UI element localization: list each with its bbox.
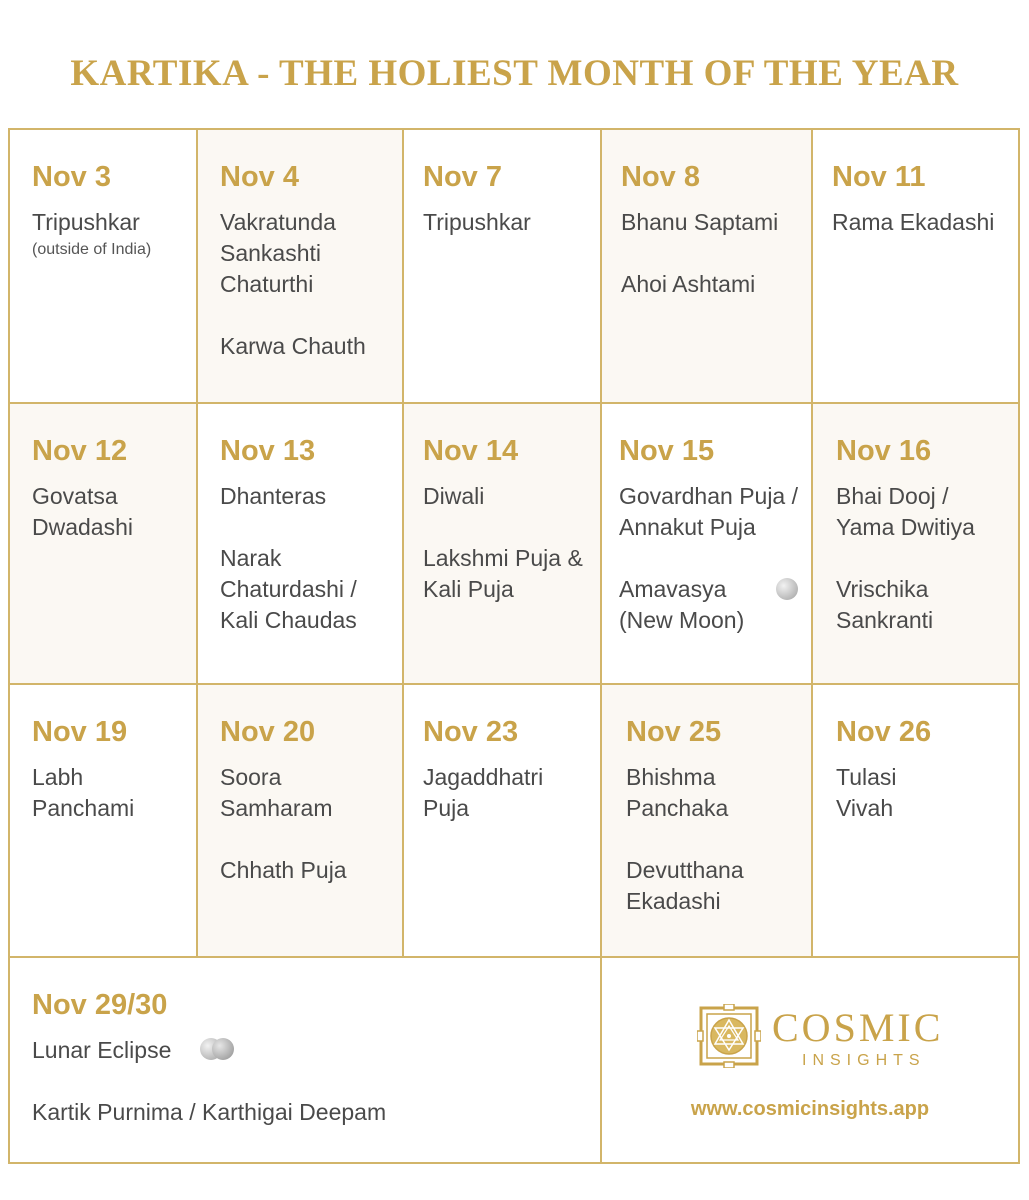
event-label: Tulasi Vivah: [836, 764, 897, 821]
calendar-cell-nov-12: [10, 404, 198, 685]
cell-date: Nov 29/30: [32, 989, 168, 1021]
cell-date: Nov 11: [832, 161, 926, 193]
event-label: Tripushkar: [423, 209, 531, 235]
event-label: Kartik Purnima / Karthigai Deepam: [32, 1099, 387, 1125]
sri-yantra-logo-icon: [697, 1004, 761, 1068]
calendar-cell-nov-8: [602, 130, 813, 404]
event-label: Govatsa Dwadashi: [32, 483, 133, 540]
moon-icon: [776, 578, 798, 600]
event-label: Vrischika Sankranti: [836, 576, 934, 633]
calendar-cell-nov-16: [813, 404, 1018, 685]
event-label: Dhanteras: [220, 483, 327, 509]
event-label: Labh Panchami: [32, 764, 135, 821]
calendar-cell-nov-20: [198, 685, 404, 958]
calendar-cell-nov-26: [813, 685, 1018, 958]
event-label: Soora Samharam: [220, 764, 333, 821]
event-label: Lakshmi Puja & Kali Puja: [423, 545, 583, 602]
calendar-cell-nov-29-30: [10, 958, 602, 1162]
cell-date: Nov 16: [836, 435, 932, 467]
page-title: KARTIKA - THE HOLIEST MONTH OF THE YEAR: [70, 53, 959, 94]
event-label: Jagaddhatri Puja: [423, 764, 544, 821]
cell-date: Nov 15: [619, 435, 715, 467]
event-label: Rama Ekadashi: [832, 209, 995, 235]
event-note: (outside of India): [32, 241, 152, 258]
calendar-cell-nov-11: [813, 130, 1018, 404]
new-moon-event: [619, 574, 811, 636]
cell-date: Nov 25: [626, 716, 722, 748]
calendar-cell-nov-4: [198, 130, 404, 404]
event-label: Chhath Puja: [220, 857, 347, 883]
event-label: Lunar Eclipse: [32, 1037, 172, 1063]
brand-tagline: INSIGHTS: [802, 1052, 926, 1069]
cell-date: Nov 13: [220, 435, 316, 467]
website-link[interactable]: www.cosmicinsights.app: [690, 1098, 930, 1120]
cell-date: Nov 26: [836, 716, 932, 748]
calendar-cell-nov-15: [602, 404, 813, 685]
eclipse-icon: [200, 1037, 236, 1061]
cell-date: Nov 19: [32, 716, 128, 748]
cell-date: Nov 8: [621, 161, 700, 193]
calendar-grid: [8, 128, 1020, 1164]
cell-date: Nov 3: [32, 161, 111, 193]
cell-date: Nov 20: [220, 716, 316, 748]
cell-date: Nov 7: [423, 161, 502, 193]
calendar-cell-nov-13: [198, 404, 404, 685]
event-label: Bhanu Saptami: [621, 209, 779, 235]
event-label: Diwali: [423, 483, 485, 509]
cell-date: Nov 12: [32, 435, 128, 467]
event-label: Bhishma Panchaka: [626, 764, 729, 821]
event-label: Tripushkar: [32, 209, 140, 235]
event-label: Karwa Chauth: [220, 333, 366, 359]
event-label: Ahoi Ashtami: [621, 271, 756, 297]
brand-name: COSMIC: [772, 1005, 944, 1050]
event-label: Govardhan Puja / Annakut Puja: [619, 483, 799, 540]
event-label: Bhai Dooj / Yama Dwitiya: [836, 483, 975, 540]
event-label: Narak Chaturdashi / Kali Chaudas: [220, 545, 357, 633]
calendar-cell-nov-3: [10, 130, 198, 404]
event-label: Vakratunda Sankashti Chaturthi: [220, 209, 336, 297]
cell-date: Nov 14: [423, 435, 519, 467]
event-label: Amavasya (New Moon): [619, 576, 745, 633]
calendar-cell-nov-7: [404, 130, 602, 404]
cell-date: Nov 4: [220, 161, 299, 193]
event-label: Devutthana Ekadashi: [626, 857, 744, 914]
calendar-cell-nov-25: [602, 685, 813, 958]
calendar-cell-nov-19: [10, 685, 198, 958]
brand-block: [602, 958, 1018, 1162]
calendar-cell-nov-23: [404, 685, 602, 958]
eclipse-event: [32, 1035, 600, 1066]
calendar-cell-nov-14: [404, 404, 602, 685]
cell-date: Nov 23: [423, 716, 519, 748]
